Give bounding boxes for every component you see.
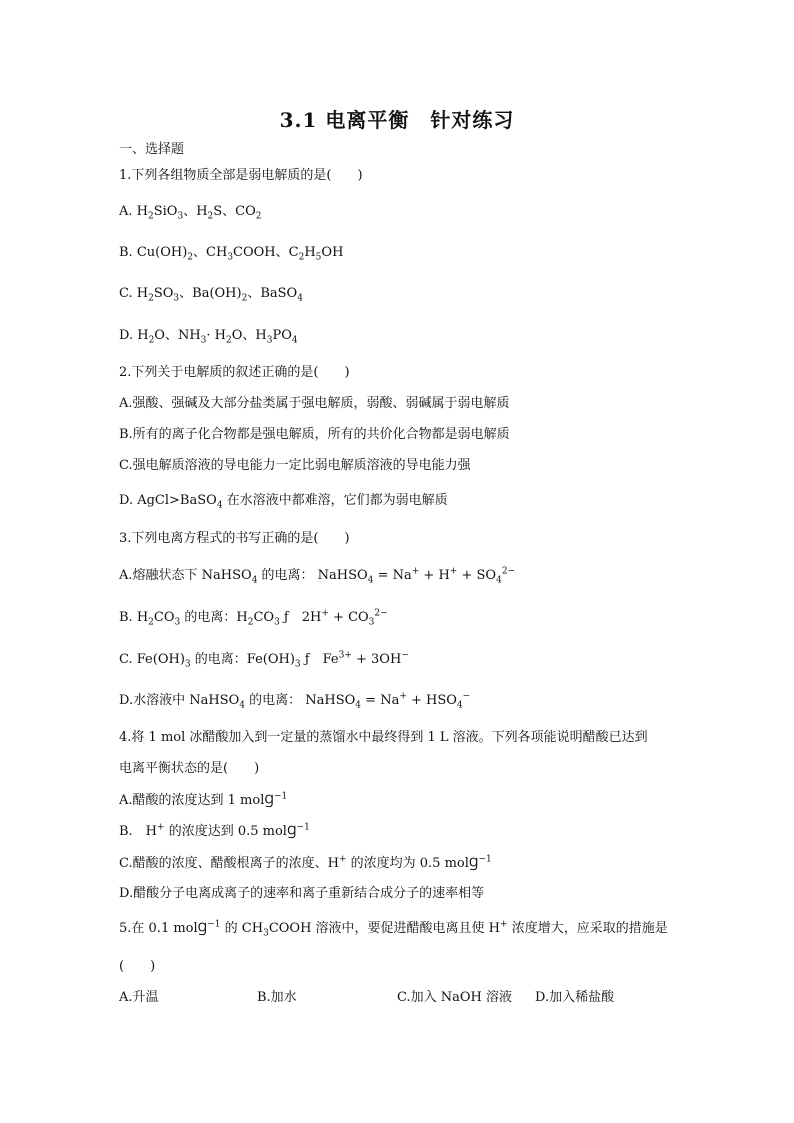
q4-option-b: B. H+ 的浓度达到 0.5 molꞬ$^{-1}$ — [119, 822, 310, 839]
q4-option-c: C.醋酸的浓度、醋酸根离子的浓度、H+ 的浓度均为 0.5 molꞬ$^{-1}$ — [119, 854, 492, 871]
q5-options-row — [119, 989, 614, 1007]
q2-option-a: A.强酸、强碱及大部分盐类属于强电解质，弱酸、弱碱属于弱电解质 — [119, 396, 510, 411]
q4-option-a: A.醋酸的浓度达到 1 molꞬ$^{-1}$ — [119, 791, 288, 808]
q4-option-d: D.醋酸分子电离成离子的速率和离子重新结合成分子的速率相等 — [119, 886, 485, 901]
q3-option-a: A.熔融状态下 NaHSO$_4$ 的电离： NaHSO$_4$ = $Na^+ + H^+ + SO_4^{2-}$ — [119, 566, 516, 586]
question-4-stem-line1: 4.将 1 mol 冰醋酸加入到一定量的蒸馏水中最终得到 1 L 溶液。下列各项能说明醋酸已达到 — [119, 730, 648, 745]
q1-option-c: C. $H_2SO_3$、$Ba(OH)_2$、BaSO$_4$ — [119, 286, 303, 304]
question-5-stem-line2: ( ) — [119, 959, 156, 974]
q5-option-a: A.升温 — [119, 990, 159, 1005]
question-3-stem: 3.下列电离方程式的书写正确的是( ) — [119, 531, 350, 546]
q2-option-b: B.所有的离子化合物都是强电解质，所有的共价化合物都是弱电解质 — [119, 427, 510, 442]
section-heading: 一、选择题 — [119, 142, 185, 157]
q5-option-b: B.加水 — [257, 990, 297, 1005]
q5-option-c: C.加入 NaOH 溶液 — [397, 990, 513, 1005]
q1-option-d: D. $H_2O$、$NH_3\cdot H_2O$、$H_3PO_4$ — [119, 328, 298, 346]
q2-option-d: D. AgCl>BaSO$_4$ 在水溶液中都难溶，它们都为弱电解质 — [119, 493, 448, 511]
q3-option-d: D.水溶液中 NaHSO$_4$ 的电离： NaHSO$_4$ = $Na^+ + HSO_4^-$ — [119, 691, 471, 711]
q3-option-b: B. $H_2CO_3$ 的电离：$H_2CO_3$ ƒ $2H^+ + CO_3^{2-}$ — [119, 608, 388, 628]
question-5-stem-line1: 5.在 0.1 molꞬ$^{-1}$ 的 $CH_3COOH$ 溶液中，要促进醋酸电离且使 H+ 浓度增大，应采取的措施是 — [119, 919, 668, 939]
page-title: 3.1 电离平衡 针对练习 — [279, 108, 515, 132]
question-1-stem: 1.下列各组物质全部是弱电解质的是( ) — [119, 168, 363, 183]
q3-option-c: C. $Fe(OH)_3$ 的电离：$Fe(OH)_3$ ƒ $Fe^{3+} + 3OH^-$ — [119, 650, 409, 670]
question-2-stem: 2.下列关于电解质的叙述正确的是( ) — [119, 365, 350, 380]
q2-option-c: C.强电解质溶液的导电能力一定比弱电解质溶液的导电能力强 — [119, 458, 471, 473]
q1-option-b: B. $Cu(OH)_2$、$CH_3COOH$、$C_2H_5OH$ — [119, 245, 344, 263]
q1-option-a: A. $H_2SiO_3$、$H_2S$、$CO_2$ — [119, 204, 262, 222]
question-4-stem-line2: 电离平衡状态的是( ) — [119, 761, 260, 776]
q5-option-d: D.加入稀盐酸 — [535, 990, 615, 1005]
